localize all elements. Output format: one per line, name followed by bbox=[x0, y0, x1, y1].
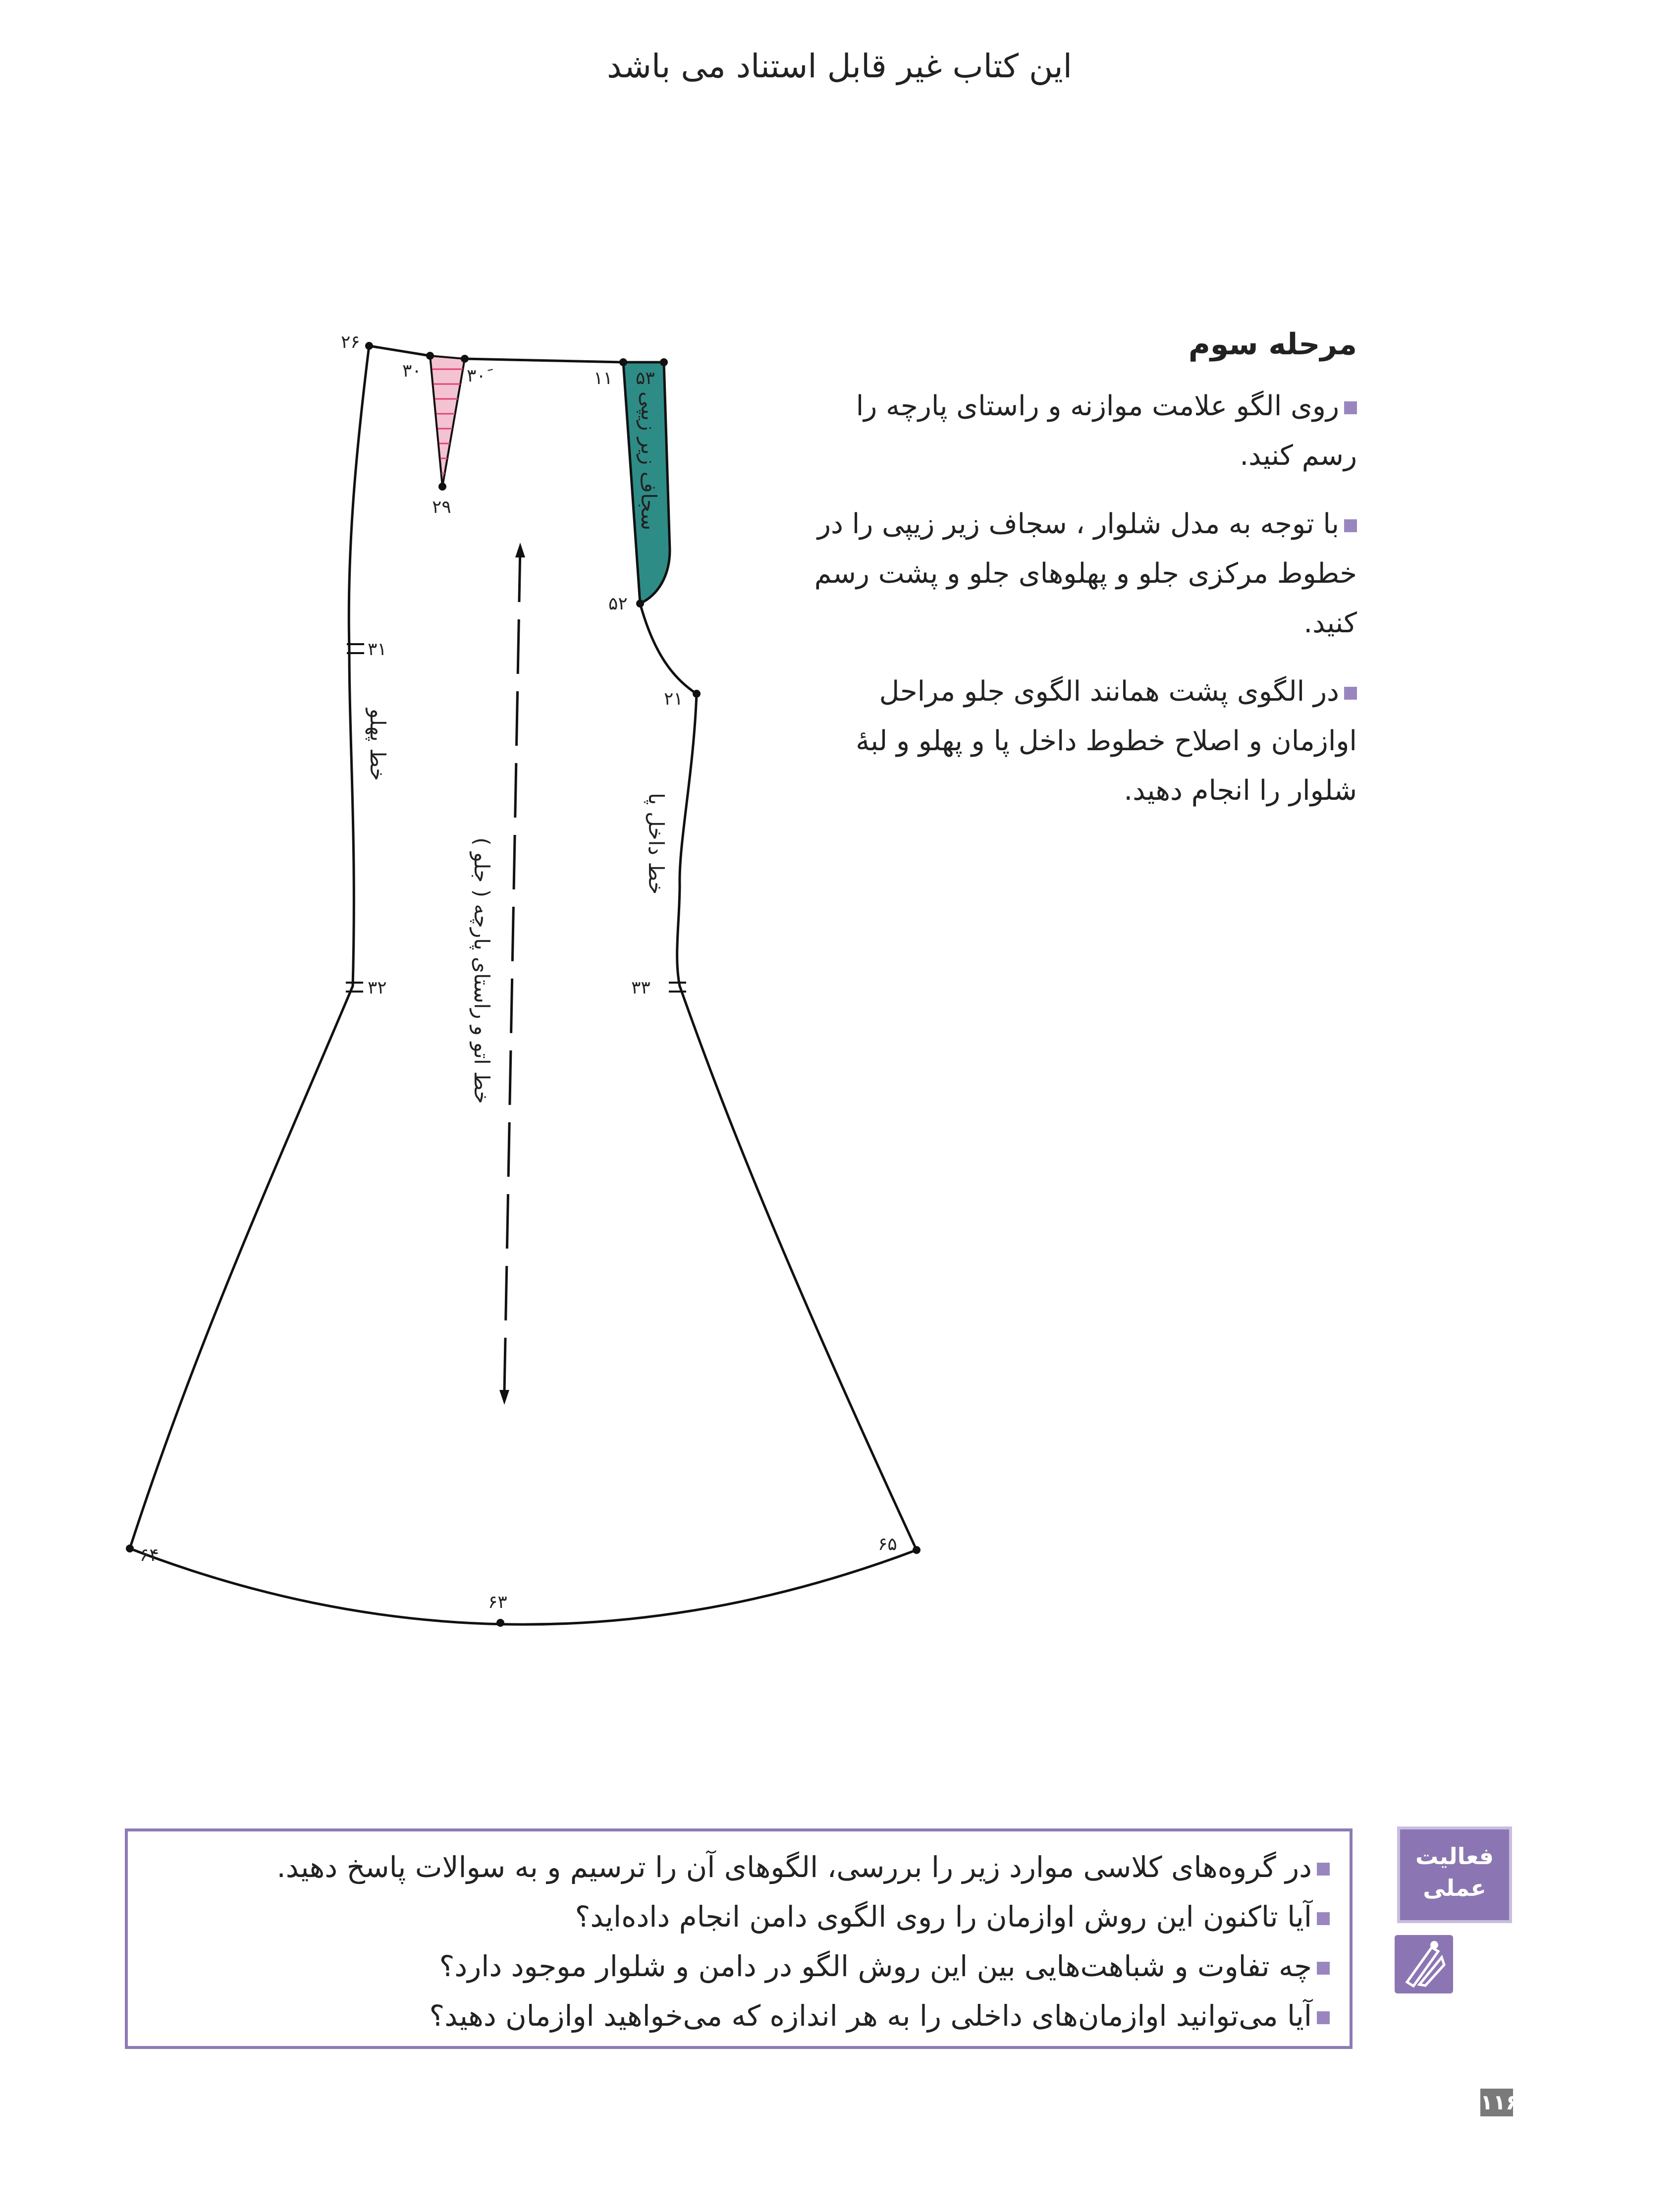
activity-item-2: آیا تاکنون این روش اوازمان را روی الگوی دامن انجام داده‌اید؟ bbox=[148, 1892, 1330, 1941]
point-label-63: ۶۳ bbox=[488, 1592, 507, 1612]
point-label-32: ۳۲ bbox=[368, 978, 387, 998]
activity-badge-line2: عملی bbox=[1423, 1875, 1486, 1901]
bullet-square-icon bbox=[1317, 2011, 1330, 2024]
bullet-square-icon bbox=[1344, 401, 1357, 414]
grain-arrow-top bbox=[515, 543, 525, 557]
step-item-3: در الگوی پشت همانند الگوی جلو مراحل اوازمان و اصلاح خطوط داخل پا و پهلو و لبهٔ شلوار را انجام دهید. bbox=[856, 675, 1357, 807]
point-label-31: ۳۱ bbox=[368, 639, 387, 660]
point-label-33: ۳۳ bbox=[631, 978, 650, 998]
page-number: ۱۱۶ bbox=[1480, 2089, 1513, 2116]
activity-item-4: آیا می‌توانید اوازمان‌های داخلی را به هر اندازه که می‌خواهید اوازمان دهید؟ bbox=[148, 1991, 1330, 2041]
point-label-65: ۶۵ bbox=[878, 1534, 897, 1554]
bullet-square-icon bbox=[1317, 1962, 1330, 1975]
pattern-outline bbox=[130, 346, 917, 1550]
step-three-title: مرحله سوم bbox=[1188, 327, 1357, 362]
point-label-53: ۵۳ bbox=[636, 368, 655, 388]
inseam-line-label: خط داخل پا bbox=[644, 793, 668, 895]
point-label-29: ۲۹ bbox=[432, 497, 451, 517]
point-label-52: ۵۲ bbox=[608, 594, 628, 614]
activity-badge bbox=[1397, 1826, 1512, 1923]
point-label-30: ۳۰ bbox=[402, 361, 422, 381]
page-header: این کتاب غیر قابل استناد می باشد bbox=[606, 47, 1073, 85]
brush-pencil-icon bbox=[1395, 1935, 1453, 1993]
point-label-21: ۲۱ bbox=[664, 689, 683, 709]
activity-item-1: در گروه‌های کلاسی موارد زیر را بررسی، الگوهای آن را ترسیم و به سوالات پاسخ دهید. bbox=[148, 1842, 1330, 1892]
step-three-section bbox=[812, 327, 1357, 834]
bullet-square-icon bbox=[1317, 1912, 1330, 1925]
side-line-label: خط پهلو bbox=[366, 709, 390, 781]
point-label-30b: ۳۰َ bbox=[467, 366, 486, 386]
dart bbox=[430, 356, 465, 487]
zipper-facing-label: سجاف زیر زیپی bbox=[637, 391, 661, 531]
notch-marks bbox=[346, 644, 686, 992]
activity-box bbox=[125, 1828, 1353, 2049]
bullet-square-icon bbox=[1344, 519, 1357, 532]
bullet-square-icon bbox=[1344, 687, 1357, 700]
step-item-1: روی الگو علامت موازنه و راستای پارچه را رسم کنید. bbox=[856, 390, 1357, 472]
activity-badge-line1: فعالیت bbox=[1415, 1843, 1494, 1870]
pattern-points bbox=[126, 342, 921, 1627]
grain-arrow-bottom bbox=[499, 1390, 509, 1405]
step-item-2: با توجه به مدل شلوار ، سجاف زیر زیپی را در خطوط مرکزی جلو و پهلوهای جلو و پشت رسم کنید. bbox=[814, 508, 1357, 639]
grain-line bbox=[499, 543, 525, 1405]
hem-curve bbox=[130, 1548, 917, 1624]
grain-line-label: خط اتو و راستای پارچه ( جلو ) bbox=[470, 837, 494, 1104]
point-label-11: ۱۱ bbox=[594, 368, 613, 388]
activity-item-3: چه تفاوت و شباهت‌هایی بین این روش الگو در دامن و شلوار موجود دارد؟ bbox=[148, 1941, 1330, 1991]
bullet-square-icon bbox=[1317, 1863, 1330, 1876]
point-label-26: ۲۶ bbox=[341, 332, 360, 352]
point-label-64: ۶۴ bbox=[140, 1545, 159, 1565]
